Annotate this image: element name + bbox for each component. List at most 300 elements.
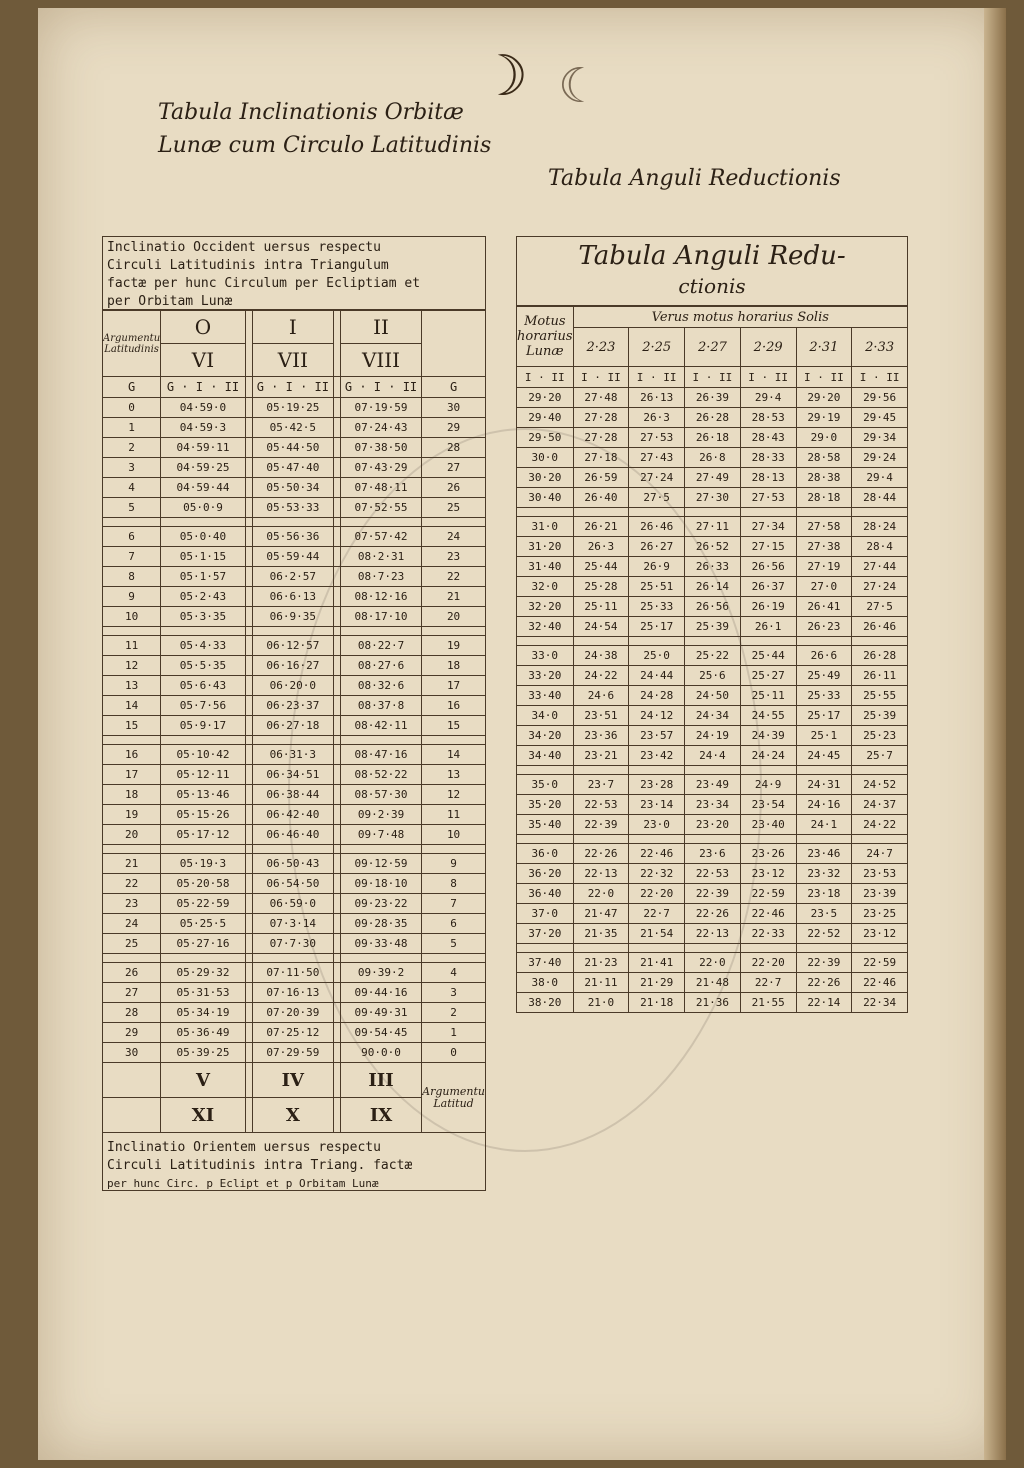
sol-column-header: 2·33 bbox=[852, 328, 908, 367]
reduction-value: 24·7 bbox=[852, 844, 908, 864]
table-row bbox=[103, 418, 486, 438]
reduction-value: 27·5 bbox=[629, 488, 685, 508]
reduction-value: 21·55 bbox=[740, 993, 796, 1013]
table-row bbox=[103, 547, 486, 567]
inclination-value: 09·2·39 bbox=[340, 805, 421, 825]
inclination-value: 04·59·3 bbox=[161, 418, 246, 438]
reduction-value: 27·53 bbox=[629, 428, 685, 448]
inclination-value: 08·17·10 bbox=[340, 607, 421, 627]
reduction-value: 23·40 bbox=[740, 815, 796, 835]
reduction-value: 21·18 bbox=[629, 993, 685, 1013]
col-sign-8: VIII bbox=[340, 344, 421, 377]
inclination-value: 07·24·43 bbox=[340, 418, 421, 438]
table-row bbox=[103, 438, 486, 458]
reduction-value: 26·56 bbox=[740, 557, 796, 577]
motus-lunae-value: 36·0 bbox=[517, 844, 574, 864]
arg-value: 15 bbox=[103, 716, 161, 736]
reduction-value: 25·23 bbox=[852, 726, 908, 746]
arg-complement: 18 bbox=[422, 656, 486, 676]
reduction-value: 21·0 bbox=[573, 993, 629, 1013]
reduction-value: 24·44 bbox=[629, 666, 685, 686]
table-row bbox=[517, 388, 908, 408]
inclination-value: 05·4·33 bbox=[161, 636, 246, 656]
reduction-value: 26·18 bbox=[685, 428, 741, 448]
arg-complement: 5 bbox=[422, 934, 486, 954]
reduction-value: 22·33 bbox=[740, 924, 796, 944]
reduction-value: 27·28 bbox=[573, 428, 629, 448]
motus-lunae-value: 32·20 bbox=[517, 597, 574, 617]
inclination-value: 06·31·3 bbox=[252, 745, 333, 765]
table-row bbox=[517, 537, 908, 557]
motus-lunae-value: 32·0 bbox=[517, 577, 574, 597]
reduction-value: 28·18 bbox=[796, 488, 852, 508]
inclination-value: 08·52·22 bbox=[340, 765, 421, 785]
inclination-value: 06·6·13 bbox=[252, 587, 333, 607]
col-sign-0: O bbox=[161, 311, 246, 344]
reduction-value: 22·20 bbox=[740, 953, 796, 973]
reduction-value: 22·46 bbox=[740, 904, 796, 924]
table-row bbox=[103, 874, 486, 894]
inclination-value: 07·16·13 bbox=[252, 983, 333, 1003]
inclination-value: 04·59·0 bbox=[161, 398, 246, 418]
reduction-value: 28·24 bbox=[852, 517, 908, 537]
reduction-value: 25·44 bbox=[740, 646, 796, 666]
arg-complement: 14 bbox=[422, 745, 486, 765]
table-row bbox=[517, 428, 908, 448]
reduction-value: 23·0 bbox=[629, 815, 685, 835]
arg-complement: 7 bbox=[422, 894, 486, 914]
table-row bbox=[517, 815, 908, 835]
left-title-line2: Lunæ cum Circulo Latitudinis bbox=[158, 133, 492, 158]
inclination-value: 90·0·0 bbox=[340, 1043, 421, 1063]
reduction-value: 27·11 bbox=[685, 517, 741, 537]
arg-value: 7 bbox=[103, 547, 161, 567]
arg-complement: 20 bbox=[422, 607, 486, 627]
arg-complement: 21 bbox=[422, 587, 486, 607]
inclination-value: 06·2·57 bbox=[252, 567, 333, 587]
motus-lunae-value: 34·0 bbox=[517, 706, 574, 726]
reduction-value: 26·9 bbox=[629, 557, 685, 577]
reduction-value: 25·28 bbox=[573, 577, 629, 597]
inclination-value: 09·54·45 bbox=[340, 1023, 421, 1043]
reduction-value: 23·25 bbox=[852, 904, 908, 924]
reduction-value: 26·37 bbox=[740, 577, 796, 597]
reduction-value: 28·33 bbox=[740, 448, 796, 468]
table-row bbox=[103, 785, 486, 805]
motus-lunae-value: 31·20 bbox=[517, 537, 574, 557]
reduction-value: 22·0 bbox=[573, 884, 629, 904]
reduction-value: 28·44 bbox=[852, 488, 908, 508]
arg-value: 8 bbox=[103, 567, 161, 587]
inclination-value: 05·39·25 bbox=[161, 1043, 246, 1063]
table-row bbox=[517, 448, 908, 468]
motus-lunae-value: 34·20 bbox=[517, 726, 574, 746]
reduction-value: 24·39 bbox=[740, 726, 796, 746]
arg-value: 1 bbox=[103, 418, 161, 438]
inclination-value: 05·25·5 bbox=[161, 914, 246, 934]
foot-sign-4: IV bbox=[252, 1063, 333, 1098]
table-row bbox=[103, 963, 486, 983]
reduction-value: 25·17 bbox=[796, 706, 852, 726]
reduction-value: 26·3 bbox=[573, 537, 629, 557]
motus-lunae-value: 36·20 bbox=[517, 864, 574, 884]
reduction-value: 26·59 bbox=[573, 468, 629, 488]
table-row bbox=[103, 527, 486, 547]
inclination-value: 05·31·53 bbox=[161, 983, 246, 1003]
arg-value: 26 bbox=[103, 963, 161, 983]
reduction-value: 26·46 bbox=[629, 517, 685, 537]
reduction-value: 24·52 bbox=[852, 775, 908, 795]
motus-lunae-value: 34·40 bbox=[517, 746, 574, 766]
arg-complement: 15 bbox=[422, 716, 486, 736]
reduction-value: 23·34 bbox=[685, 795, 741, 815]
reduction-value: 23·49 bbox=[685, 775, 741, 795]
reduction-value: 24·34 bbox=[685, 706, 741, 726]
table-row bbox=[103, 854, 486, 874]
reduction-value: 23·32 bbox=[796, 864, 852, 884]
arg-value: 4 bbox=[103, 478, 161, 498]
arg-value: 9 bbox=[103, 587, 161, 607]
reduction-value: 26·40 bbox=[573, 488, 629, 508]
reduction-value: 23·53 bbox=[852, 864, 908, 884]
arg-complement: 6 bbox=[422, 914, 486, 934]
reduction-value: 27·44 bbox=[852, 557, 908, 577]
reduction-value: 29·24 bbox=[852, 448, 908, 468]
reduction-value: 27·0 bbox=[796, 577, 852, 597]
arg-complement: 26 bbox=[422, 478, 486, 498]
table-row bbox=[517, 577, 908, 597]
arg-complement: 17 bbox=[422, 676, 486, 696]
inclination-value: 08·57·30 bbox=[340, 785, 421, 805]
reduction-value: 23·7 bbox=[573, 775, 629, 795]
inclination-value: 09·33·48 bbox=[340, 934, 421, 954]
inclination-value: 07·3·14 bbox=[252, 914, 333, 934]
arg-value: 20 bbox=[103, 825, 161, 845]
reduction-value: 23·57 bbox=[629, 726, 685, 746]
inclination-value: 06·46·40 bbox=[252, 825, 333, 845]
reduction-value: 22·26 bbox=[685, 904, 741, 924]
arg-complement: 23 bbox=[422, 547, 486, 567]
table-row bbox=[517, 844, 908, 864]
crescent-moon-icon: ☾ bbox=[558, 58, 602, 114]
reduction-value: 29·19 bbox=[796, 408, 852, 428]
reduction-value: 27·48 bbox=[573, 388, 629, 408]
reduction-value: 22·46 bbox=[629, 844, 685, 864]
inclination-value: 07·57·42 bbox=[340, 527, 421, 547]
inclination-value: 07·7·30 bbox=[252, 934, 333, 954]
reduction-value: 21·35 bbox=[573, 924, 629, 944]
arg-value: 19 bbox=[103, 805, 161, 825]
inclination-value: 05·12·11 bbox=[161, 765, 246, 785]
reduction-value: 26·21 bbox=[573, 517, 629, 537]
inclination-value: 08·12·16 bbox=[340, 587, 421, 607]
inclination-value: 05·3·35 bbox=[161, 607, 246, 627]
motus-lunae-value: 29·50 bbox=[517, 428, 574, 448]
reduction-value: 26·23 bbox=[796, 617, 852, 637]
table-row bbox=[517, 973, 908, 993]
reduction-value: 28·58 bbox=[796, 448, 852, 468]
table-row bbox=[103, 1003, 486, 1023]
reduction-value: 22·39 bbox=[796, 953, 852, 973]
table-row bbox=[517, 686, 908, 706]
reduction-value: 27·18 bbox=[573, 448, 629, 468]
motus-lunae-value: 38·0 bbox=[517, 973, 574, 993]
reduction-value: 22·14 bbox=[796, 993, 852, 1013]
inclination-value: 05·10·42 bbox=[161, 745, 246, 765]
table-row bbox=[103, 745, 486, 765]
reduction-value: 27·58 bbox=[796, 517, 852, 537]
reduction-value: 28·38 bbox=[796, 468, 852, 488]
inclination-value: 07·43·29 bbox=[340, 458, 421, 478]
table-row bbox=[517, 557, 908, 577]
arg-value: 17 bbox=[103, 765, 161, 785]
reduction-value: 24·55 bbox=[740, 706, 796, 726]
reduction-value: 23·5 bbox=[796, 904, 852, 924]
reduction-value: 25·1 bbox=[796, 726, 852, 746]
table-row bbox=[517, 746, 908, 766]
arg-value: 29 bbox=[103, 1023, 161, 1043]
inclination-value: 07·48·11 bbox=[340, 478, 421, 498]
table-row bbox=[517, 468, 908, 488]
reduction-value: 25·49 bbox=[796, 666, 852, 686]
arg-value: 25 bbox=[103, 934, 161, 954]
reduction-value: 24·19 bbox=[685, 726, 741, 746]
table-row bbox=[517, 864, 908, 884]
reduction-value: 22·7 bbox=[629, 904, 685, 924]
motus-lunae-value: 31·40 bbox=[517, 557, 574, 577]
reduction-value: 27·34 bbox=[740, 517, 796, 537]
reduction-value: 27·49 bbox=[685, 468, 741, 488]
inclination-value: 07·19·59 bbox=[340, 398, 421, 418]
sol-column-header: 2·25 bbox=[629, 328, 685, 367]
inclination-value: 06·34·51 bbox=[252, 765, 333, 785]
arg-complement: 0 bbox=[422, 1043, 486, 1063]
inclination-value: 08·32·6 bbox=[340, 676, 421, 696]
reduction-value: 22·53 bbox=[685, 864, 741, 884]
motus-lunae-value: 32·40 bbox=[517, 617, 574, 637]
inclination-value: 05·56·36 bbox=[252, 527, 333, 547]
table-row bbox=[103, 825, 486, 845]
arg-complement: 13 bbox=[422, 765, 486, 785]
reduction-value: 26·52 bbox=[685, 537, 741, 557]
reduction-value: 25·39 bbox=[852, 706, 908, 726]
table-row bbox=[103, 894, 486, 914]
arg-complement: 8 bbox=[422, 874, 486, 894]
reduction-value: 21·54 bbox=[629, 924, 685, 944]
arg-value: 11 bbox=[103, 636, 161, 656]
table-row bbox=[103, 696, 486, 716]
reduction-value: 26·14 bbox=[685, 577, 741, 597]
reduction-value: 25·51 bbox=[629, 577, 685, 597]
table-row bbox=[517, 517, 908, 537]
reduction-value: 26·28 bbox=[852, 646, 908, 666]
arg-value: 14 bbox=[103, 696, 161, 716]
reduction-value: 24·38 bbox=[573, 646, 629, 666]
arg-value: 24 bbox=[103, 914, 161, 934]
reduction-value: 27·30 bbox=[685, 488, 741, 508]
table-row bbox=[517, 617, 908, 637]
table-row bbox=[517, 904, 908, 924]
table-row bbox=[103, 498, 486, 518]
motus-lunae-value: 35·40 bbox=[517, 815, 574, 835]
reduction-table: Motus horarius Lunæ Verus motus horarius Solis 2·23 2·25 2·27 2·29 2·31 2·33 I · II I · II I · II I · II I · II I · II I · II 29·20 27·48 26·13 26·39 29·4 29·20 29·56 29·40 27·28 26·3 26·28 28·53 29·19 29·45 29·50 27·28 27·53 26·18 28·43 29·0 29·34 30·0 27·18 27·43 26·8 28·33 28·58 29·24 30·20 26·59 27·24 27·49 28·13 28·38 29·4 30·40 26·40 27·5 27·30 27·53 28·18 28·44 31·0 26·21 26·46 27·11 27·34 27·58 28·24 31·20 26·3 26·27 26·52 27·15 27·38 28·4 31·40 25·44 26·9 26·33 26·56 27·19 27·44 32·0 25·28 25·51 26·14 26·37 27·0 27·24 32·20 25·11 25·33 26·56 26·19 26·41 27·5 32·40 24·54 25·17 25·39 26·1 26·23 26·46 33·0 24·38 25·0 25·22 25·44 26·6 26·28 33·20 24·22 24·44 25·6 25·27 25·49 26·11 33·40 24·6 24·28 24·50 25·11 25·33 25·55 34·0 23·51 24·12 24·34 24·55 25·17 25·39 34·20 23·36 23·57 24·19 24·39 25·1 25·23 34·40 23·21 23·42 24·4 24·24 24·45 25·7 35·0 23·7 23·28 23·49 24·9 24·31 24·52 35·20 22·53 23·14 23·34 23·54 24·16 24·37 35·40 22·39 23·0 23·20 23·40 24·1 24·22 36·0 22·26 22·46 23·6 23·26 23·46 24·7 36·20 22·13 22·32 22·53 23·12 23·32 23·53 36·40 22·0 22·20 22·39 22·59 23·18 23·39 37·0 21·47 22·7 22·26 22·46 23·5 23·25 37·20 21·35 21·54 22·13 22·33 22·52 23·12 37·40 21·23 21·41 22·0 22·20 22·39 22·59 38·0 21·11 21·29 21·48 22·7 22·26 22·46 38·20 21·0 21·18 21·36 21·55 22·14 22·34 bbox=[516, 306, 908, 1013]
table-row bbox=[103, 478, 486, 498]
motus-lunae-value: 30·40 bbox=[517, 488, 574, 508]
inclination-value: 07·29·59 bbox=[252, 1043, 333, 1063]
reduction-value: 21·48 bbox=[685, 973, 741, 993]
foot-sign-5: V bbox=[161, 1063, 246, 1098]
arg-complement: 24 bbox=[422, 527, 486, 547]
arg-value: 5 bbox=[103, 498, 161, 518]
motus-lunae-value: 30·0 bbox=[517, 448, 574, 468]
reduction-value: 21·41 bbox=[629, 953, 685, 973]
arg-complement: 2 bbox=[422, 1003, 486, 1023]
left-title-line1: Tabula Inclinationis Orbitæ bbox=[158, 100, 464, 125]
inclination-value: 07·52·55 bbox=[340, 498, 421, 518]
reduction-value: 25·27 bbox=[740, 666, 796, 686]
reduction-value: 23·28 bbox=[629, 775, 685, 795]
motus-lunae-value: 36·40 bbox=[517, 884, 574, 904]
foot-sign-3: III bbox=[340, 1063, 421, 1098]
arg-complement: 27 bbox=[422, 458, 486, 478]
motus-lunae-value: 30·20 bbox=[517, 468, 574, 488]
motus-lunae-value: 37·40 bbox=[517, 953, 574, 973]
reduction-value: 25·22 bbox=[685, 646, 741, 666]
reduction-value: 23·20 bbox=[685, 815, 741, 835]
table-row bbox=[517, 884, 908, 904]
reduction-value: 27·43 bbox=[629, 448, 685, 468]
inclination-value: 09·49·31 bbox=[340, 1003, 421, 1023]
sol-column-header: 2·27 bbox=[685, 328, 741, 367]
foot-sign-10: X bbox=[252, 1098, 333, 1133]
reduction-value: 27·24 bbox=[852, 577, 908, 597]
inclination-value: 06·20·0 bbox=[252, 676, 333, 696]
table-row bbox=[517, 924, 908, 944]
motus-lunae-value: 33·0 bbox=[517, 646, 574, 666]
table-row bbox=[517, 726, 908, 746]
table-row bbox=[103, 607, 486, 627]
right-table-title: Tabula Anguli Reductionis bbox=[548, 166, 841, 191]
reduction-value: 24·28 bbox=[629, 686, 685, 706]
reduction-value: 22·13 bbox=[573, 864, 629, 884]
reduction-value: 21·47 bbox=[573, 904, 629, 924]
inclination-value: 09·44·16 bbox=[340, 983, 421, 1003]
inclination-value: 05·53·33 bbox=[252, 498, 333, 518]
inclination-value: 05·9·17 bbox=[161, 716, 246, 736]
reduction-value: 26·6 bbox=[796, 646, 852, 666]
table-row bbox=[103, 567, 486, 587]
arg-complement: 19 bbox=[422, 636, 486, 656]
reduction-value: 23·39 bbox=[852, 884, 908, 904]
reduction-value: 23·42 bbox=[629, 746, 685, 766]
inclination-value: 05·0·40 bbox=[161, 527, 246, 547]
reduction-value: 22·39 bbox=[573, 815, 629, 835]
inclination-value: 08·42·11 bbox=[340, 716, 421, 736]
inclination-value: 07·11·50 bbox=[252, 963, 333, 983]
table-row bbox=[103, 805, 486, 825]
inclination-value: 07·25·12 bbox=[252, 1023, 333, 1043]
inclination-value: 06·9·35 bbox=[252, 607, 333, 627]
inclination-value: 04·59·11 bbox=[161, 438, 246, 458]
inclination-value: 05·34·19 bbox=[161, 1003, 246, 1023]
reduction-value: 23·54 bbox=[740, 795, 796, 815]
reduction-value: 24·31 bbox=[796, 775, 852, 795]
inclination-value: 07·20·39 bbox=[252, 1003, 333, 1023]
reduction-value: 27·19 bbox=[796, 557, 852, 577]
arg-complement: 29 bbox=[422, 418, 486, 438]
reduction-value: 23·46 bbox=[796, 844, 852, 864]
reduction-value: 24·16 bbox=[796, 795, 852, 815]
reduction-value: 21·11 bbox=[573, 973, 629, 993]
col-sign-1: I bbox=[252, 311, 333, 344]
arg-value: 16 bbox=[103, 745, 161, 765]
arg-value: 30 bbox=[103, 1043, 161, 1063]
col-sign-7: VII bbox=[252, 344, 333, 377]
table-row bbox=[103, 1023, 486, 1043]
reduction-value: 24·50 bbox=[685, 686, 741, 706]
reduction-value: 22·59 bbox=[852, 953, 908, 973]
reduction-value: 23·6 bbox=[685, 844, 741, 864]
reduction-value: 27·53 bbox=[740, 488, 796, 508]
motus-lunae-value: 35·20 bbox=[517, 795, 574, 815]
arg-value: 10 bbox=[103, 607, 161, 627]
reduction-value: 26·39 bbox=[685, 388, 741, 408]
arg-value: 12 bbox=[103, 656, 161, 676]
inclination-value: 05·2·43 bbox=[161, 587, 246, 607]
reduction-value: 23·36 bbox=[573, 726, 629, 746]
inclination-value: 09·12·59 bbox=[340, 854, 421, 874]
reduction-value: 21·29 bbox=[629, 973, 685, 993]
table-row bbox=[103, 983, 486, 1003]
arg-complement: 12 bbox=[422, 785, 486, 805]
table-row bbox=[517, 408, 908, 428]
reduction-value: 24·22 bbox=[852, 815, 908, 835]
left-table-title bbox=[158, 96, 491, 162]
inclination-value: 06·38·44 bbox=[252, 785, 333, 805]
reduction-value: 29·56 bbox=[852, 388, 908, 408]
table-row bbox=[103, 914, 486, 934]
col-sign-6: VI bbox=[161, 344, 246, 377]
reduction-value: 25·55 bbox=[852, 686, 908, 706]
reduction-value: 25·33 bbox=[796, 686, 852, 706]
inclination-value: 06·16·27 bbox=[252, 656, 333, 676]
motus-lunae-value: 38·20 bbox=[517, 993, 574, 1013]
table-row bbox=[517, 666, 908, 686]
reduction-value: 28·53 bbox=[740, 408, 796, 428]
col-sign-2: II bbox=[340, 311, 421, 344]
reduction-value: 27·28 bbox=[573, 408, 629, 428]
table-row bbox=[517, 795, 908, 815]
arg-value: 21 bbox=[103, 854, 161, 874]
inclination-value: 05·27·16 bbox=[161, 934, 246, 954]
reduction-value: 29·4 bbox=[740, 388, 796, 408]
arg-complement: 3 bbox=[422, 983, 486, 1003]
inclination-value: 05·1·57 bbox=[161, 567, 246, 587]
reduction-value: 27·5 bbox=[852, 597, 908, 617]
reduction-value: 27·38 bbox=[796, 537, 852, 557]
inclination-value: 05·42·5 bbox=[252, 418, 333, 438]
reduction-value: 29·45 bbox=[852, 408, 908, 428]
motus-lunae-value: 33·40 bbox=[517, 686, 574, 706]
arg-complement: 30 bbox=[422, 398, 486, 418]
page-spine bbox=[984, 8, 1006, 1460]
inclination-value: 05·19·3 bbox=[161, 854, 246, 874]
reduction-value: 28·13 bbox=[740, 468, 796, 488]
inclination-value: 05·47·40 bbox=[252, 458, 333, 478]
table-row bbox=[103, 398, 486, 418]
foot-sign-11: XI bbox=[161, 1098, 246, 1133]
waning-moon-icon: ☽ bbox=[478, 44, 529, 109]
